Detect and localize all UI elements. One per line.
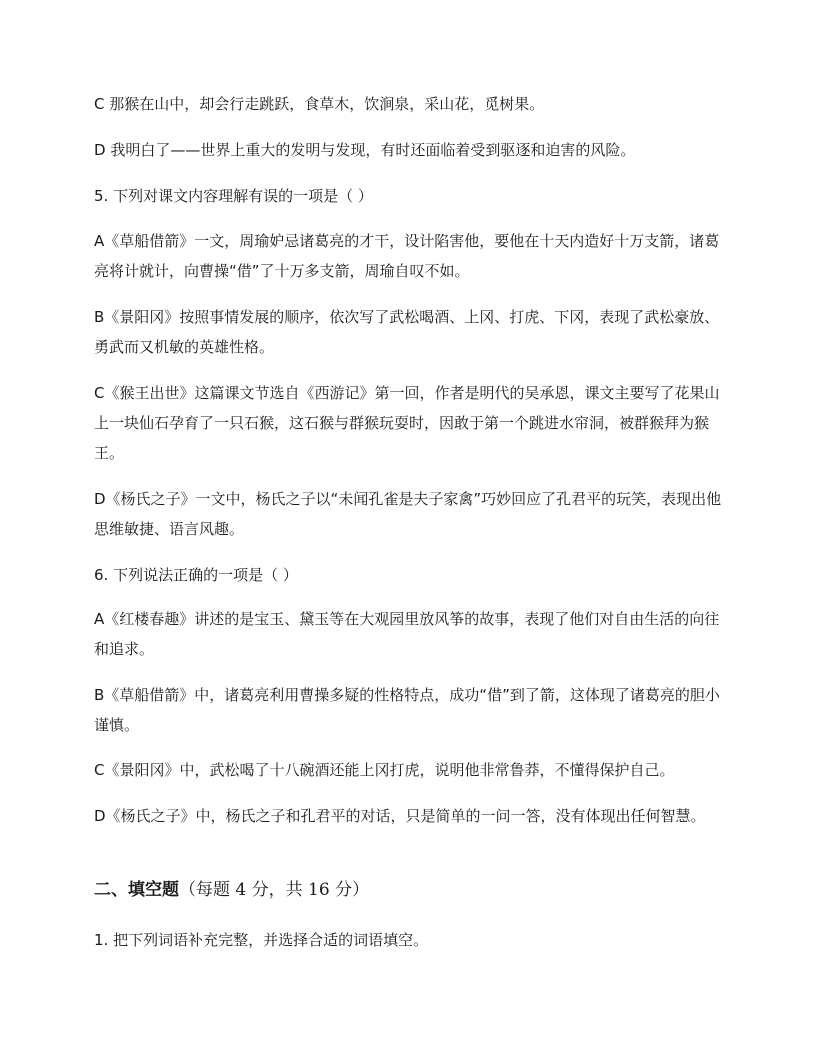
question-6: 6. 下列说法正确的一项是（ ） <box>94 566 298 584</box>
q6-option-b: B《草船借箭》中，诸葛亮利用曹操多疑的性格特点，成功“借”到了箭，这体现了诸葛亮的胆小谨慎。 <box>94 686 720 734</box>
q5-option-c: C《猴王出世》这篇课文节选自《西游记》第一回，作者是明代的吴承恩，课文主要写了花果山上一块仙石孕育了一只石猴，这石猴与群猴玩耍时，因敢于第一个跳进水帘洞，被群猴拜为猴王。 <box>94 384 720 462</box>
q5-option-b: B《景阳冈》按照事情发展的顺序，依次写了武松喝酒、上冈、打虎、下冈，表现了武松豪放、勇武而又机敏的英雄性格。 <box>94 308 720 356</box>
section-note: （每题 4 分，共 16 分） <box>179 880 370 900</box>
fill-blank-question-1: 1. 把下列词语补充完整，并选择合适的词语填空。 <box>94 931 429 949</box>
q5-option-d: D《杨氏之子》一文中，杨氏之子以“未闻孔雀是夫子家禽”巧妙回应了孔君平的玩笑，表现出他思维敏捷、语言风趣。 <box>94 490 722 538</box>
q6-option-c: C《景阳冈》中，武松喝了十八碗酒还能上冈打虎，说明他非常鲁莽，不懂得保护自己。 <box>94 761 675 779</box>
section-heading <box>94 875 724 905</box>
q5-option-a: A《草船借箭》一文，周瑜妒忌诸葛亮的才干，设计陷害他，要他在十天内造好十万支箭，诸葛亮将计就计，向曹操“借”了十万多支箭，周瑜自叹不如。 <box>94 232 720 280</box>
option-c-line: C 那猴在山中，却会行走跳跃，食草木，饮涧泉，采山花，觅树果。 <box>94 95 545 113</box>
question-5: 5. 下列对课文内容理解有误的一项是（ ） <box>94 187 373 205</box>
q6-option-a: A《红楼春趣》讲述的是宝玉、黛玉等在大观园里放风筝的故事，表现了他们对自由生活的向往和追求。 <box>94 610 720 658</box>
section-title: 二、填空题 <box>94 880 179 900</box>
option-d-line: D 我明白了——世界上重大的发明与发现，有时还面临着受到驱逐和迫害的风险。 <box>94 141 636 159</box>
q6-option-d: D《杨氏之子》中，杨氏之子和孔君平的对话，只是简单的一问一答，没有体现出任何智慧。 <box>94 807 706 825</box>
